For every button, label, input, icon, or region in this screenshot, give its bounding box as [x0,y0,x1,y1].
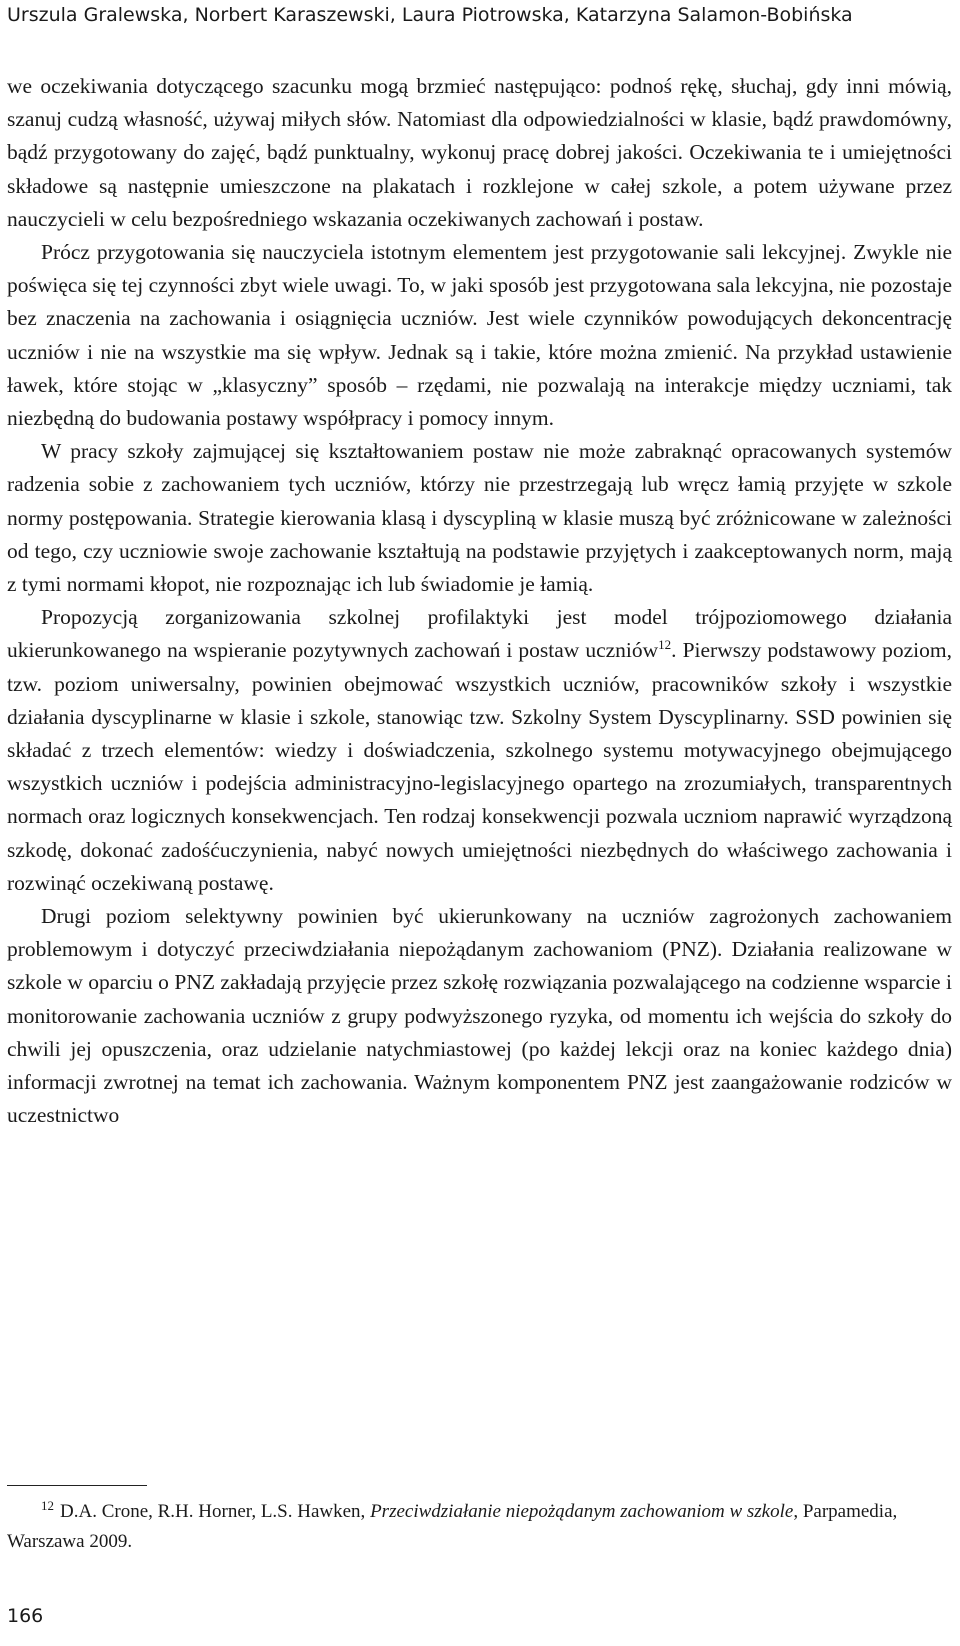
paragraph-4-after-footnote: . Pierwszy podstawowy poziom, tzw. poziom uniwersalny, powinien obejmować wszystkich uczniów, pracowników szkoły i wszystkie działania dyscyplinarne w klasie i szkole, stanowiąc tzw. Szkolny System Dyscyplinarny. SSD powinien się składać z trzech elementów: wiedzy i doświadczenia, szkolnego systemu motywacyjnego obejmującego wszystkich uczniów i podejścia administracyjno-legislacyjnego opartego na zrozumiałych, transparentnych normach oraz logicznych konsekwencjach. Ten rodzaj konsekwencji pozwala uczniom naprawić wyrządzoną szkodę, dokonać zadośćuczynienia, nabyć nowych umiejętności niezbędnych do właściwego zachowania i rozwinąć oczekiwaną postawę. [7,638,953,895]
paragraph-2: Prócz przygotowania się nauczyciela istotnym elementem jest przygotowanie sali lekcyjnej. Zwykle nie poświęca się tej czynności zbyt wiele uwagi. To, w jaki sposób jest przygotowana sala lekcyjna, nie pozostaje bez znaczenia na zachowania i osiągnięcia uczniów. Jest wiele czynników powodujących dekoncentrację uczniów i nie na wszystkie ma się wpływ. Jednak są i takie, które można zmienić. Na przykład ustawienie ławek, które stojąc w „klasyczny” sposób – rzędami, nie pozwalają na interakcje między uczniami, tak niezbędną do budowania postawy współpracy i pomocy innym. [7,240,952,431]
footnote-divider [7,1485,147,1486]
footnote-reference[interactable]: 12 [658,637,672,653]
paragraph-5: Drugi poziom selektywny powinien być ukierunkowany na uczniów zagrożonych zachowaniem problemowym i dotyczyć przeciwdziałania niepożądanym zachowaniom (PNZ). Działania realizowane w szkole w oparciu o PNZ zakładają przyjęcie przez szkołę rozwiązania pozwalającego na codzienne wsparcie i monitorowanie zachowania uczniów z grupy podwyższonego ryzyka, od momentu ich wejścia do szkoły do chwili jej opuszczenia, oraz udzielanie natychmiastowej (po każdej lekcji oraz na koniec każdego dnia) informacji zwrotnej na temat ich zachowania. Ważnym komponentem PNZ jest zaangażowanie rodziców w uczestnictwo [7,904,952,1128]
footnote-title: Przeciwdziałanie niepożądanym zachowaniom w szkole [370,1501,794,1522]
body-text [7,70,952,1133]
page-number: 166 [7,1605,44,1627]
footnote-number: 12 [41,1497,54,1513]
footnote-publisher: , Parpamedia, Warszawa 2009. [7,1501,898,1552]
paragraph-1: we oczekiwania dotyczącego szacunku mogą brzmieć następująco: podnoś rękę, słuchaj, gdy inni mówią, szanuj cudzą własność, używaj miłych słów. Natomiast dla odpowiedzialności w klasie, bądź prawdomówny, bądź przygotowany do zajęć, bądź punktualny, wykonuj pracę dobrej jakości. Oczekiwania te i umiejętności składowe są następnie umieszczone na plakatach i rozklejone w całej szkole, a potem używane przez nauczycieli w celu bezpośredniego wskazania oczekiwanych zachowań i postaw. [7,74,952,231]
footnote [7,1497,952,1557]
footnote-authors: D.A. Crone, R.H. Horner, L.S. Hawken, [60,1501,371,1522]
paragraph-4 [7,601,952,900]
paragraph-3: W pracy szkoły zajmującej się kształtowaniem postaw nie może zabraknąć opracowanych systemów radzenia sobie z zachowaniem tych uczniów, którzy nie przestrzegają lub wręcz łamią przyjęte w szkole normy postępowania. Strategie kierowania klasą i dyscypliną w klasie muszą być zróżnicowane w zależności od tego, czy uczniowie swoje zachowanie kształtują na podstawie przyjętych i zaakceptowanych norm, mają z tymi normami kłopot, nie rozpoznając ich lub świadomie je łamią. [7,439,952,597]
paragraph-4-before-footnote: Propozycją zorganizowania szkolnej profilaktyki jest model trójpoziomowego działania ukierunkowanego na wspieranie pozytywnych zachowań i postaw uczniów [7,605,952,663]
running-header: Urszula Gralewska, Norbert Karaszewski, Laura Piotrowska, Katarzyna Salamon-Bobińska [7,4,853,26]
